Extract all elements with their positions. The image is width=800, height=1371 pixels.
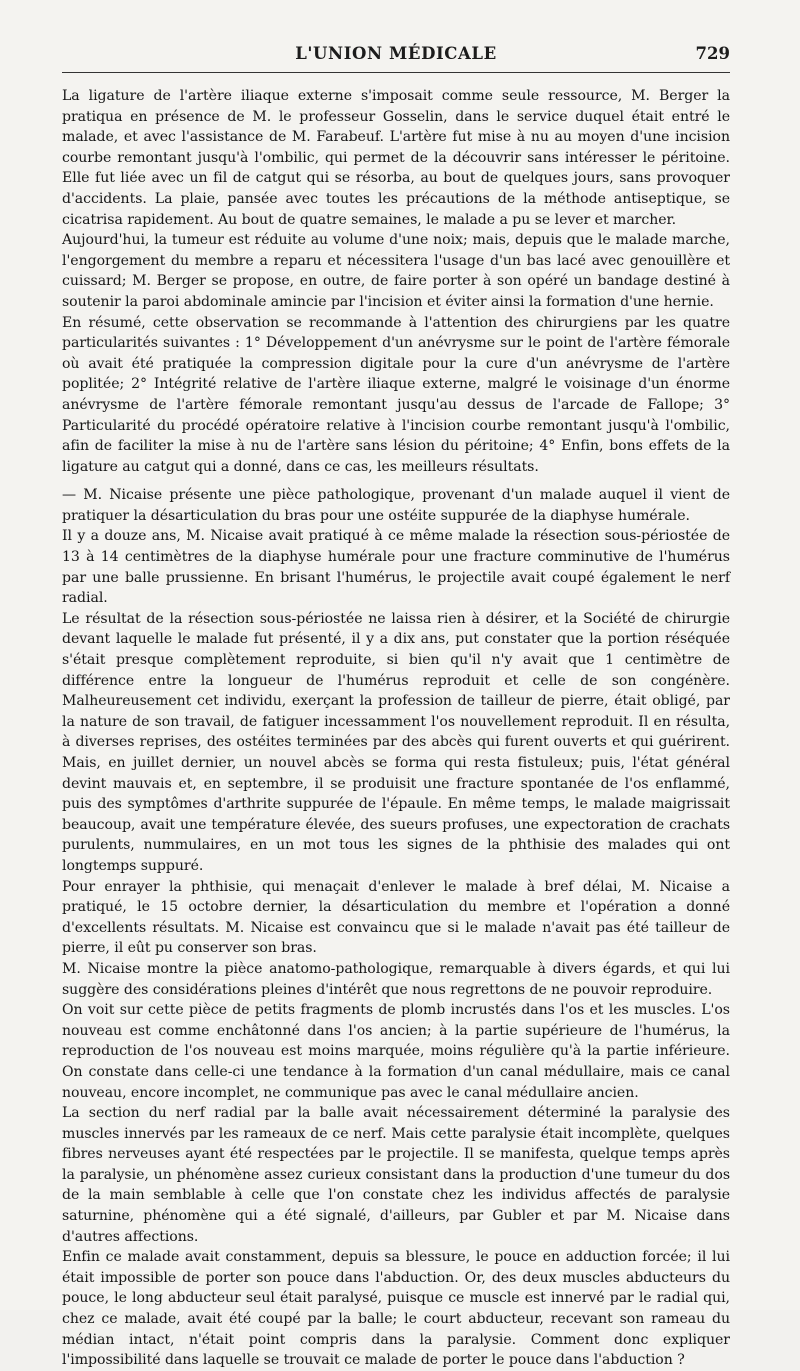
paragraph: Le résultat de la résection sous-périostée ne laissa rien à désirer, et la Société de chirurgie devant laquelle le malade fut présenté, il y a dix ans, put constater que la portion réséquée s'était presque complètement reproduite, si bien qu'il n'y avait que 1 centimètre de différence entre la longueur de l'humérus reproduit et celle de son congénère. Malheureusement cet individu, exerçant la profession de tailleur de pierre, était obligé, par la nature de son travail, de fatiguer incessamment l'os nouvellement reproduit. Il en résulta, à diverses reprises, des ostéites terminées par des abcès qui furent ouverts et qui guérirent. Mais, en juillet dernier, un nouvel abcès se forma qui resta fistuleux; puis, l'état général devint mauvais et, en septembre, il se produisit une fracture spontanée de l'os enflammé, puis des symptômes d'arthrite suppurée de l'épaule. En même temps, le malade maigrissait beaucoup, avait une température élevée, des sueurs profuses, une expectoration de crachats purulents, nummulaires, en un mot tous les signes de la phthisie des malades qui ont longtemps suppuré. bbox=[62, 610, 730, 874]
paragraph: La ligature de l'artère iliaque externe s'imposait comme seule ressource, M. Berger la pratiqua en présence de M. le professeur Gosselin, dans le service duquel était entré le malade, et avec l'assistance de M. Farabeuf. L'artère fut mise à nu au moyen d'une incision courbe remontant jusqu'à l'ombilic, qui permet de la découvrir sans intéresser le péritoine. Elle fut liée avec un fil de catgut qui se résorba, au bout de quelques jours, sans provoquer d'accidents. La plaie, pansée avec toutes les précautions de la méthode antiseptique, se cicatrisa rapidement. Au bout de quatre semaines, le malade a pu se lever et marcher. bbox=[62, 88, 730, 228]
paragraph: La section du nerf radial par la balle avait nécessairement déterminé la paralysie des muscles innervés par les rameaux de ce nerf. Mais cette paralysie était incomplète, quelques fibres nerveuses ayant été respectées par le projectile. Il se manifesta, quelque temps après la paralysie, un phénomène assez curieux consistant dans la production d'une tumeur du dos de la main semblable à celle que l'on constate chez les individus affectés de paralysie saturnine, phénomène qui a été signalé, d'ailleurs, par Gubler et par M. Nicaise dans d'autres affections. bbox=[62, 1105, 730, 1245]
paragraph: Aujourd'hui, la tumeur est réduite au volume d'une noix; mais, depuis que le malade marche, l'engorgement du membre a reparu et nécessitera l'usage d'un bas lacé avec genouillère et cuissard; M. Berger se propose, en outre, de faire porter à son opéré un bandage destiné à soutenir la paroi abdominale amincie par l'incision et éviter ainsi la formation d'une hernie. bbox=[62, 232, 730, 310]
paragraph: M. Nicaise montre la pièce anatomo-pathologique, remarquable à divers égards, et qui lui suggère des considérations pleines d'intérêt que nous regrettons de ne pouvoir reproduire. bbox=[62, 960, 730, 998]
page-number: 729 bbox=[695, 44, 730, 63]
paragraph: On voit sur cette pièce de petits fragments de plomb incrustés dans l'os et les muscles. L'os nouveau est comme enchâtonné dans l'os ancien; à la partie supérieure de l'humérus, la reproduction de l'os nouveau est moins marquée, moins régulière qu'à la partie inférieure. On constate dans celle-ci une tendance à la formation d'un canal médullaire, mais ce canal nouveau, encore incomplet, ne communique pas avec le canal médullaire ancien. bbox=[62, 1002, 730, 1101]
paragraph: — M. Nicaise présente une pièce pathologique, provenant d'un malade auquel il vient de pratiquer la désarticulation du bras pour une ostéite suppurée de la diaphyse humérale. bbox=[62, 487, 730, 524]
paragraph: Il y a douze ans, M. Nicaise avait pratiqué à ce même malade la résection sous-périostée de 13 à 14 centimètres de la diaphyse humérale pour une fracture comminutive de l'humérus par une balle prussienne. En brisant l'humérus, le projectile avait coupé également le nerf radial. bbox=[62, 528, 730, 607]
page-header bbox=[62, 0, 730, 76]
running-title: L'UNION MÉDICALE bbox=[295, 44, 497, 63]
article-body bbox=[62, 86, 730, 1371]
paragraph: En résumé, cette observation se recommande à l'attention des chirurgiens par les quatre particularités suivantes : 1° Développement d'un anévrysme sur le point de l'artère fémorale où avait été pratiquée la compression digitale pour la cure d'un anévrysme de l'artère poplitée; 2° Intégrité relative de l'artère iliaque externe, malgré le voisinage d'un énorme anévrysme de l'artère fémorale remontant jusqu'au dessus de l'arcade de Fallope; 3° Particularité du procédé opératoire relative à l'incision courbe remontant jusqu'à l'ombilic, afin de faciliter la mise à nu de l'artère sans lésion du péritoine; 4° Enfin, bons effets de la ligature au catgut qui a donné, dans ce cas, les meilleurs résultats. bbox=[62, 314, 730, 475]
header-rule bbox=[62, 72, 730, 73]
paragraph: Enfin ce malade avait constamment, depuis sa blessure, le pouce en adduction forcée; il lui était impossible de porter son pouce dans l'abduction. Or, des deux muscles abducteurs du pouce, le long abducteur seul était paralysé, puisque ce muscle est innervé par le radial qui, chez ce malade, avait été coupé par la balle; le court abducteur, recevant son rameau du médian intact, n'était point compris dans la paralysie. Comment donc expliquer l'impossibilité dans laquelle se trouvait ce malade de porter le pouce dans l'abduction ? bbox=[62, 1249, 730, 1369]
paragraph: Pour enrayer la phthisie, qui menaçait d'enlever le malade à bref délai, M. Nicaise a pratiqué, le 15 octobre dernier, la désarticulation du membre et l'opération a donné d'excellents résultats. M. Nicaise est convaincu que si le malade n'avait pas été tailleur de pierre, il eût pu conserver son bras. bbox=[62, 878, 730, 957]
